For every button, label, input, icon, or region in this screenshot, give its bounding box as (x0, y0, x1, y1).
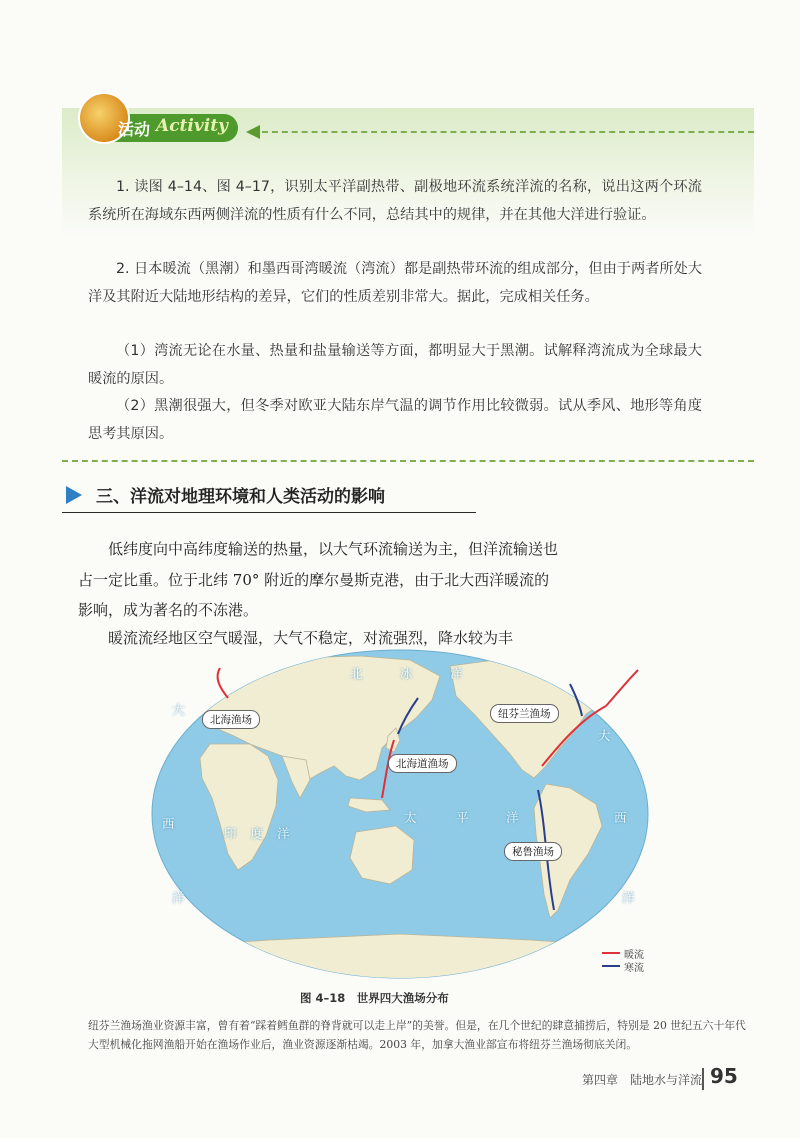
activity-label-en: Activity (156, 116, 228, 136)
body-paragraph-2: 暖流流经地区空气暖湿，大气不稳定，对流强烈，降水较为丰 (108, 629, 514, 647)
ocean-label-pacific-1: 太 (404, 810, 417, 825)
activity-question-2: 2. 日本暖流（黑潮）和墨西哥湾暖流（湾流）都是副热带环流的组成部分，但由于两者所处大洋及其附近大陆地形结构的差异，它们的性质差别非常大。据此，完成相关任务。 (88, 261, 702, 305)
fishery-label-peru: 秘鲁渔场 (504, 842, 562, 861)
ocean-label-atlantic-west-3: 洋 (172, 890, 185, 905)
ocean-label-arctic-3: 洋 (450, 666, 463, 681)
ocean-label-arctic-2: 冰 (400, 666, 413, 681)
footer-chapter: 第四章 陆地水与洋流 (582, 1073, 703, 1087)
ocean-label-atlantic-east-2: 西 (614, 810, 627, 825)
greenland-landmass (550, 656, 596, 686)
ocean-label-pacific-3: 洋 (506, 810, 519, 825)
ocean-label-arctic-1: 北 (350, 666, 363, 681)
section-title: 三、洋流对地理环境和人类活动的影响 (96, 487, 385, 507)
activity-question-1: 1. 读图 4–14、图 4–17，识别太平洋副热带、副极地环流系统洋流的名称，说出这两个环流系统所在海域东西两侧洋流的性质有什么不同，总结其中的规律，并在其他大洋进行验证。 (88, 179, 702, 223)
figure-note: 纽芬兰渔场渔业资源丰富，曾有着“踩着鳕鱼群的脊背就可以走上岸”的美誉。但是，在几个世纪的肆意捕捞后，特别是 20 世纪五六十年代大型机械化拖网渔船开始在渔场作业后，渔业资源逐渐枯竭。2003 年，加拿大渔业部宣布将纽芬兰渔场彻底关闭。 (88, 1019, 746, 1051)
body-paragraph-1: 低纬度向中高纬度输送的热量，以大气环流输送为主，但洋流输送也占一定比重。位于北纬 70° 附近的摩尔曼斯克港，由于北大西洋暖流的影响，成为著名的不冻港。 (78, 540, 559, 619)
ocean-label-indian: 印度洋 (224, 826, 304, 841)
activity-arrow-icon (246, 125, 260, 139)
world-fisheries-map (150, 648, 650, 980)
world-map-graphic (150, 648, 650, 980)
section-underline (62, 512, 476, 513)
figure-caption: 图 4–18 世界四大渔场分布 (300, 991, 449, 1005)
fishery-label-newfoundland: 纽芬兰渔场 (490, 704, 559, 723)
map-legend (602, 953, 620, 966)
ocean-label-atlantic-east-3: 洋 (622, 890, 635, 905)
activity-label: 活动 (118, 120, 151, 139)
ocean-label-atlantic-west-2: 西 (162, 816, 175, 831)
ocean-label-pacific-2: 平 (456, 810, 469, 825)
activity-divider-top (262, 131, 754, 133)
fishery-label-hokkaido: 北海道渔场 (388, 754, 457, 773)
ocean-label-atlantic-east-1: 大 (598, 728, 611, 743)
activity-question-2-2: （2）黑潮很强大，但冬季对欧亚大陆东岸气温的调节作用比较微弱。试从季风、地形等角度思考其原因。 (88, 398, 702, 442)
activity-question-2-1: （1）湾流无论在水量、热量和盐量输送等方面，都明显大于黑潮。试解释湾流成为全球最大暖流的原因。 (88, 343, 702, 387)
ocean-label-atlantic-west-1: 大 (172, 702, 185, 717)
legend-cold-label: 寒流 (624, 963, 644, 974)
antarctica-landmass (150, 934, 650, 980)
section-arrow-icon (66, 486, 82, 504)
page-number: 95 (710, 1064, 738, 1088)
fishery-label-north-sea: 北海渔场 (202, 710, 260, 729)
activity-divider-bottom (62, 460, 754, 462)
footer-divider (702, 1068, 704, 1090)
legend-warm-label: 暖流 (624, 950, 644, 961)
